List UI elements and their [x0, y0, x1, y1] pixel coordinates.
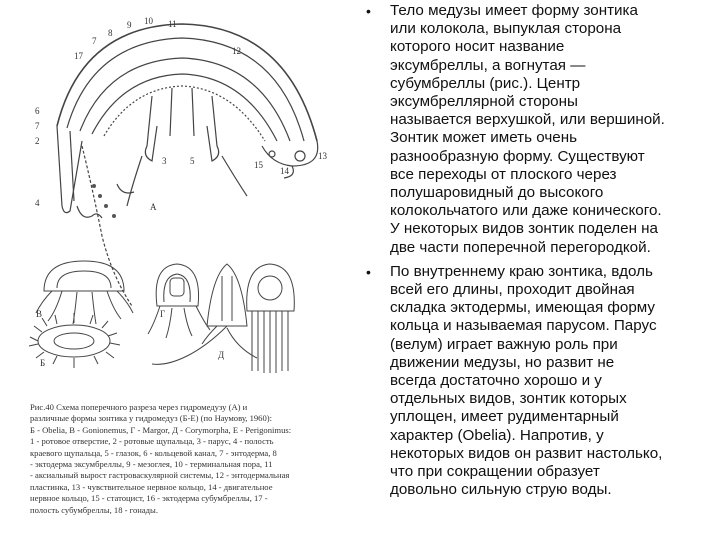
num-label: 5 [190, 156, 195, 166]
text-line: которого носит название [390, 38, 565, 56]
panel-a-cross-section [57, 24, 318, 306]
text-line: характер (Obelia). Напротив, у [390, 426, 604, 444]
label-b: Б [40, 358, 46, 368]
num-label: 12 [232, 46, 241, 56]
text-line: полушаровидный до высокого [390, 184, 604, 202]
text-line: колокольчатого или даже конического. [390, 202, 662, 220]
caption-line: полость субумбреллы, 18 - гонады. [30, 504, 158, 515]
text-line: субумбреллы (рис.). Центр [390, 74, 581, 92]
caption-line: - эктодерма эксумбреллы, 9 - мезоглея, 10 - терминальная пора, 11 [30, 459, 273, 470]
num-label: 14 [280, 166, 289, 176]
panel-g-margor [148, 264, 210, 338]
text-line: движении медузы, но развит не [390, 353, 615, 371]
text-line: довольно сильную струю воды. [390, 481, 612, 499]
num-label: 2 [35, 136, 40, 146]
text-line: что при сокращении образует [390, 463, 600, 481]
label-g: Г [160, 309, 166, 319]
text-line: разнообразную форму. Существуют [390, 147, 645, 165]
text-line: У некоторых видов зонтик поделен на [390, 220, 659, 238]
figure-caption [30, 402, 350, 516]
num-label: 17 [74, 51, 83, 61]
text-line: кольца и называемая парусом. Парус [390, 317, 657, 335]
text-line: Тело медузы имеет форму зонтика [390, 2, 638, 19]
text-line: всей его длины, проходит двойная [390, 281, 635, 299]
text-line: эксумбреллы, а вогнутая — [390, 56, 586, 74]
medusa-figure [22, 6, 352, 534]
caption-line: Рис.40 Схема поперечного разреза через гидромедузу (А) и [30, 402, 248, 412]
num-label: 7 [92, 36, 97, 46]
text-line: все переходы от плоского через [390, 165, 617, 183]
bullet-marker: • [366, 3, 371, 19]
text-line: Зонтик может иметь очень [390, 129, 578, 147]
bullet-list [360, 2, 718, 499]
num-label: 10 [144, 16, 153, 26]
caption-line: 1 - ротовое отверстие, 2 - ротовые щупальца, 3 - парус, 4 - полость [30, 436, 274, 447]
label-d: Д [218, 350, 225, 360]
text-line: эксумбреллярной стороны [390, 93, 578, 111]
panel-v-gonionemus [36, 261, 133, 324]
text-line: две части поперечной перегородкой. [390, 238, 651, 256]
panel-a-tentacle [92, 184, 116, 218]
caption-line: различные формы зонтика у гидромедуз (Б-Е) (по Наумову, 1960): [30, 413, 273, 424]
caption-line: Б - Obelia, В - Gonionemus, Г - Margor, Д - Corymorpha, Е - Perigonimus: [30, 424, 292, 435]
text-line: По внутреннему краю зонтика, вдоль [390, 262, 653, 280]
text-line: (велум) играет важную роль при [390, 335, 618, 353]
text-line: отдельных видов, зонтик которых [390, 390, 627, 408]
text-panel [360, 0, 718, 540]
text-line: всегда достаточно хорошо и у [390, 372, 602, 390]
bullet-marker: • [366, 263, 371, 280]
num-label: 6 [35, 106, 40, 116]
num-label: 9 [127, 20, 132, 30]
caption-line: пластинка, 13 - чувствительное нервное кольцо, 14 - двигательное [30, 481, 273, 492]
num-label: 8 [108, 28, 113, 38]
label-a: А [150, 202, 157, 212]
paragraph-umbrella-shape [360, 2, 718, 257]
caption-line: - аксиальный вырост гастроваскулярной системы, 12 - энтодермальная [30, 470, 290, 481]
text-line: или колокола, выпуклая сторона [390, 20, 622, 38]
caption-line: краевого щупальца, 5 - глазок, 6 - кольцевой канал, 7 - энтодерма, 8 [30, 447, 277, 458]
text-line: некоторых видов он развит настолько, [390, 444, 663, 462]
paragraph-velum [360, 263, 718, 500]
num-label: 3 [162, 156, 167, 166]
num-label: 15 [254, 160, 263, 170]
num-label: 7 [35, 121, 40, 131]
label-v: В [36, 309, 43, 319]
num-label: 4 [35, 198, 40, 208]
caption-line: нервное кольцо, 15 - статоцист, 16 - эктодерма субумбреллы, 17 - [30, 493, 268, 504]
num-label: 13 [318, 151, 327, 161]
text-line: уплощен, имеет рудиментарный [390, 408, 619, 426]
text-line: называется верхушкой, или вершиной. [390, 111, 665, 129]
text-line: складка эктодермы, имеющая форму [390, 299, 655, 317]
num-label: 11 [168, 19, 177, 29]
medusa-illustration [22, 6, 352, 406]
